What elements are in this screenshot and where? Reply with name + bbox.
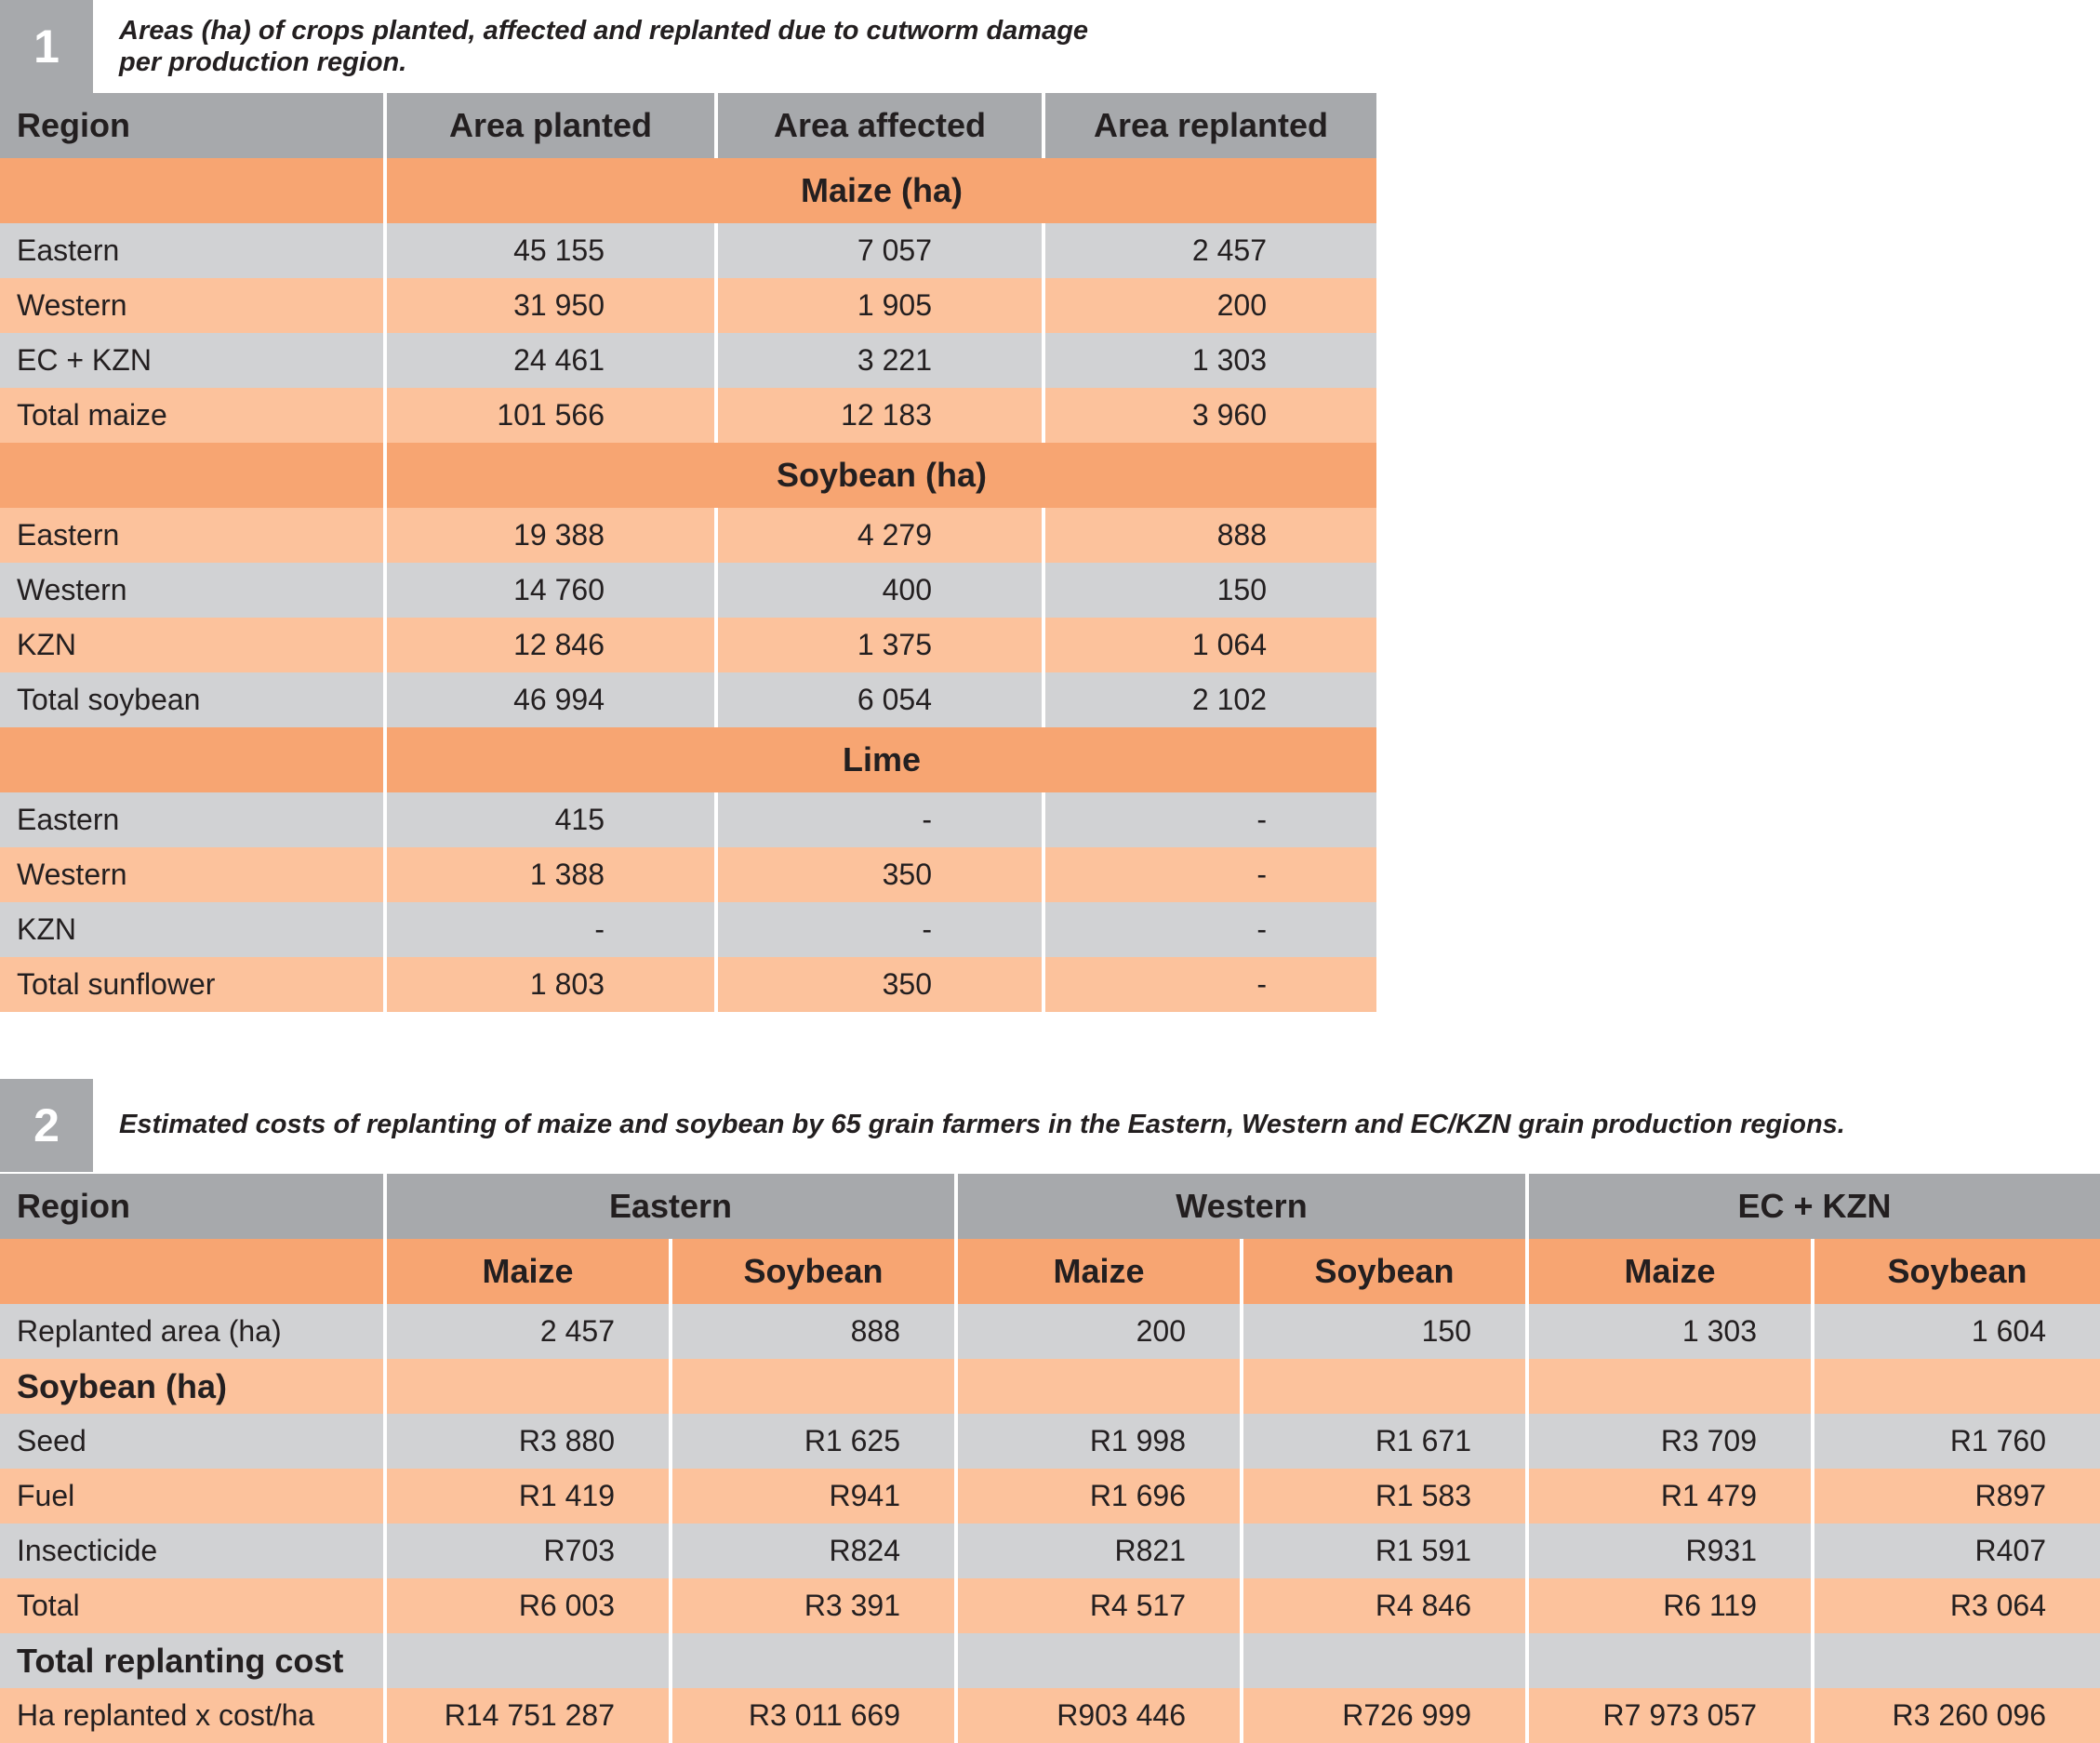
table-row: Total sunflower 1 803 350 - [0, 957, 1376, 1012]
subsection-row [0, 1359, 2100, 1414]
crop-area-table [0, 93, 1376, 1012]
table-1-section [0, 0, 1376, 1012]
section-title: Soybean (ha) [387, 443, 1376, 508]
table-2-caption-row [0, 1079, 2100, 1172]
table-1-caption: Areas (ha) of crops planted, affected and replanted due to cutworm damage per production region. [119, 16, 1089, 77]
table-row: Replanted area (ha) 2 457 888 200 150 1 303 1 604 [0, 1304, 2100, 1359]
table-row: KZN - - - [0, 902, 1376, 957]
column-header: Area replanted [1045, 93, 1376, 158]
table-row: Eastern 45 155 7 057 2 457 [0, 223, 1376, 278]
table-row: Total R6 003 R3 391 R4 517 R4 846 R6 119 R3 064 [0, 1578, 2100, 1633]
crop-header: Maize [1529, 1239, 1814, 1304]
table-number-badge: 1 [0, 0, 93, 93]
table-row: Western 14 760 400 150 [0, 563, 1376, 618]
table-row: Insecticide R703 R824 R821 R1 591 R931 R407 [0, 1523, 2100, 1578]
section-header-row [0, 443, 1376, 508]
table-header-row [0, 93, 1376, 158]
table-row: KZN 12 846 1 375 1 064 [0, 618, 1376, 672]
region-header: Western [958, 1174, 1529, 1239]
table-2-section [0, 1079, 2100, 1743]
column-header: Area planted [387, 93, 718, 158]
table-row: Eastern 19 388 4 279 888 [0, 508, 1376, 563]
table-row: Western 31 950 1 905 200 [0, 278, 1376, 333]
section-header-row [0, 727, 1376, 792]
column-header: Area affected [718, 93, 1045, 158]
table-row: Ha replanted x cost/ha R14 751 287 R3 011 669 R903 446 R726 999 R7 973 057 R3 260 096 [0, 1688, 2100, 1743]
column-header: Region [0, 93, 387, 158]
subsection-label: Total replanting cost [0, 1633, 387, 1688]
table-2-caption: Estimated costs of replanting of maize and soybean by 65 grain farmers in the Eastern, Western and EC/KZN grain production regions. [119, 1110, 1845, 1139]
crop-header: Maize [958, 1239, 1243, 1304]
replanting-cost-table [0, 1174, 2100, 1743]
table-row: Total soybean 46 994 6 054 2 102 [0, 672, 1376, 727]
table-number-badge: 2 [0, 1079, 93, 1172]
crop-header: Soybean [1814, 1239, 2100, 1304]
section-title: Lime [387, 727, 1376, 792]
crop-header: Soybean [1243, 1239, 1529, 1304]
section-title: Maize (ha) [387, 158, 1376, 223]
table-1-caption-row [0, 0, 1376, 93]
subsection-row [0, 1633, 2100, 1688]
table-row: Seed R3 880 R1 625 R1 998 R1 671 R3 709 R1 760 [0, 1414, 2100, 1469]
region-header: EC + KZN [1529, 1174, 2100, 1239]
crop-header: Maize [387, 1239, 672, 1304]
table-row: Fuel R1 419 R941 R1 696 R1 583 R1 479 R897 [0, 1469, 2100, 1523]
table-row: Total maize 101 566 12 183 3 960 [0, 388, 1376, 443]
table-row: EC + KZN 24 461 3 221 1 303 [0, 333, 1376, 388]
crop-header: Soybean [672, 1239, 958, 1304]
subsection-label: Soybean (ha) [0, 1359, 387, 1414]
region-header: Eastern [387, 1174, 958, 1239]
crop-header-row [0, 1239, 2100, 1304]
table-row: Western 1 388 350 - [0, 847, 1376, 902]
table-header-row [0, 1174, 2100, 1239]
section-header-row [0, 158, 1376, 223]
table-row: Eastern 415 - - [0, 792, 1376, 847]
column-header: Region [0, 1174, 387, 1239]
